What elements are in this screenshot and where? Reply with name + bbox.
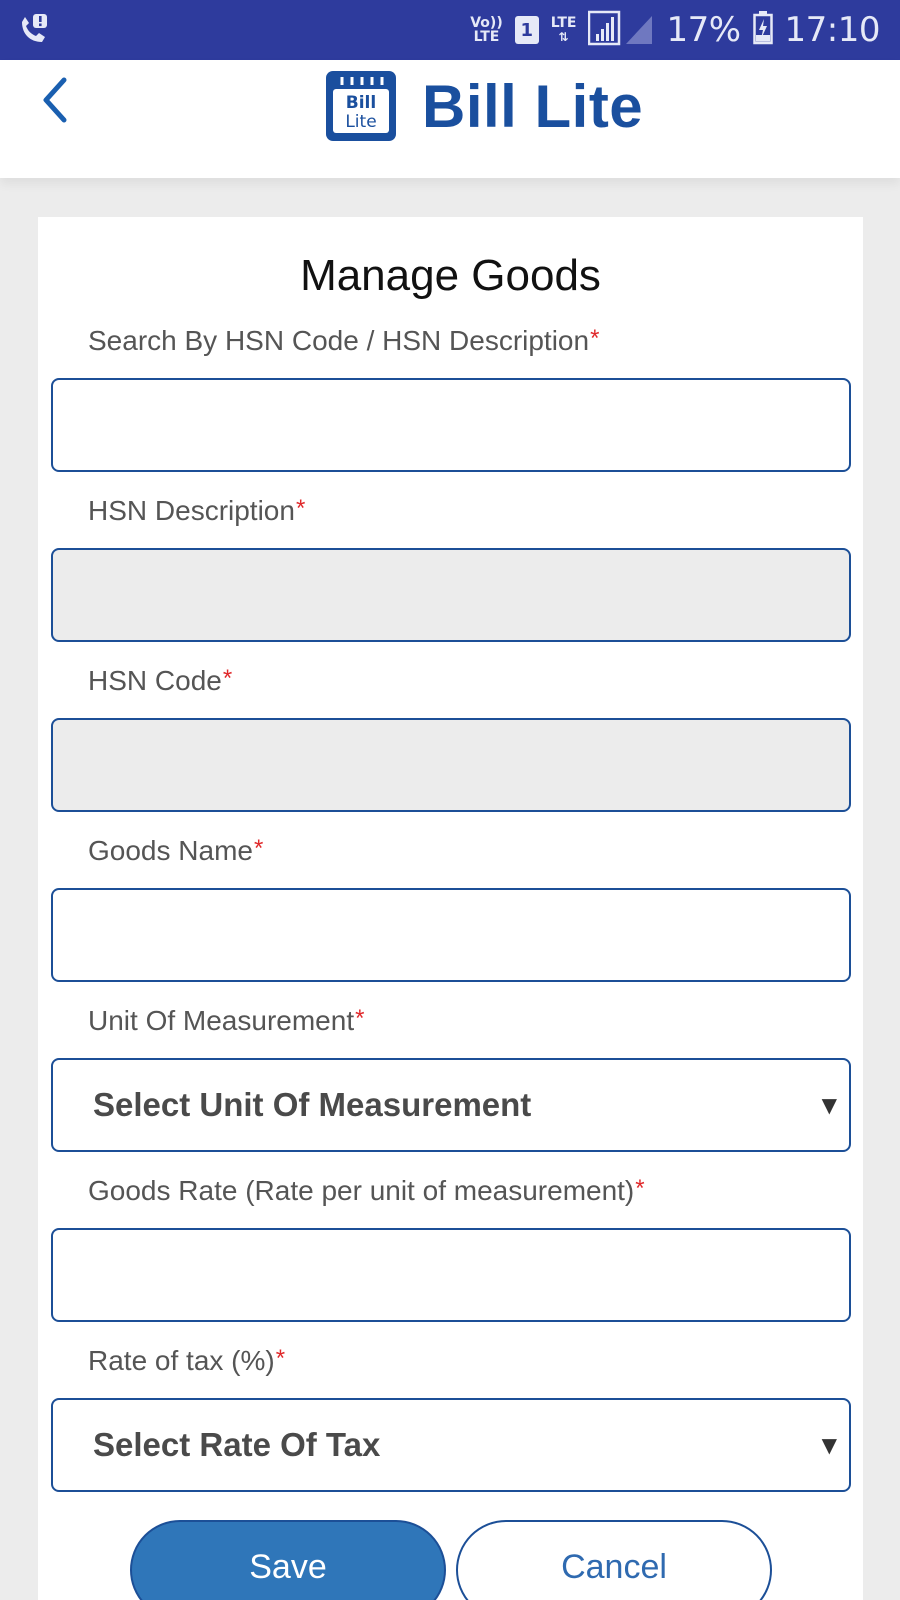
hsn-code-input: [53, 720, 849, 810]
dropdown-arrow-icon: ▼: [821, 1093, 837, 1117]
required-marker: *: [590, 325, 600, 352]
hsn-description-input: [53, 550, 849, 640]
app-title: Bill Lite: [422, 72, 644, 140]
save-button[interactable]: Save: [130, 1520, 446, 1600]
back-button[interactable]: [30, 70, 80, 130]
status-bar: [0, 0, 900, 60]
hsn-description-label: HSN Description*: [88, 495, 306, 526]
page-title: Manage Goods: [300, 251, 601, 300]
required-marker: *: [275, 1345, 286, 1372]
required-marker: *: [222, 665, 233, 692]
clock: 17:10: [784, 10, 880, 50]
app-brand: [324, 68, 643, 144]
goods-rate-field[interactable]: [51, 1228, 851, 1322]
required-marker: *: [253, 835, 264, 862]
unit-of-measurement-selected: Select Unit Of Measurement: [93, 1086, 532, 1123]
unit-of-measurement-select[interactable]: [51, 1058, 851, 1152]
svg-text:Bill: Bill: [345, 93, 377, 113]
goods-rate-input[interactable]: [53, 1230, 849, 1320]
required-marker: *: [295, 495, 306, 522]
cancel-button[interactable]: Cancel: [456, 1520, 772, 1600]
manage-goods-card: [38, 217, 863, 1600]
signal-icon: [588, 10, 654, 51]
search-hsn-field[interactable]: [51, 378, 851, 472]
app-header: [0, 60, 900, 178]
hsn-code-label: HSN Code*: [88, 665, 233, 696]
sim-slot-icon: 1: [515, 16, 539, 44]
chevron-left-icon: [40, 77, 70, 123]
goods-rate-label: Goods Rate (Rate per unit of measurement)*: [88, 1175, 645, 1206]
search-hsn-input[interactable]: [53, 380, 849, 470]
goods-name-field[interactable]: [51, 888, 851, 982]
search-hsn-label: Search By HSN Code / HSN Description*: [88, 325, 600, 356]
bill-lite-logo: [324, 69, 398, 143]
unit-of-measurement-label: Unit Of Measurement*: [88, 1005, 365, 1036]
rate-of-tax-select[interactable]: [51, 1398, 851, 1492]
required-marker: *: [355, 1005, 365, 1032]
battery-percent: 17%: [666, 10, 741, 50]
volte-indicator: Vo)) LTE: [470, 15, 503, 45]
svg-text:Lite: Lite: [345, 112, 377, 132]
lte-data-indicator: LTE ⇅: [550, 15, 577, 44]
goods-name-label: Goods Name*: [88, 835, 264, 866]
hsn-description-field: [51, 548, 851, 642]
dropdown-arrow-icon: ▼: [821, 1433, 837, 1457]
hsn-code-field: [51, 718, 851, 812]
rate-of-tax-label: Rate of tax (%)*: [88, 1345, 286, 1376]
required-marker: *: [635, 1175, 645, 1202]
battery-charging-icon: [753, 11, 773, 50]
rate-of-tax-selected: Select Rate Of Tax: [93, 1426, 381, 1463]
wifi-calling-icon: [16, 12, 52, 48]
goods-name-input[interactable]: [53, 890, 849, 980]
